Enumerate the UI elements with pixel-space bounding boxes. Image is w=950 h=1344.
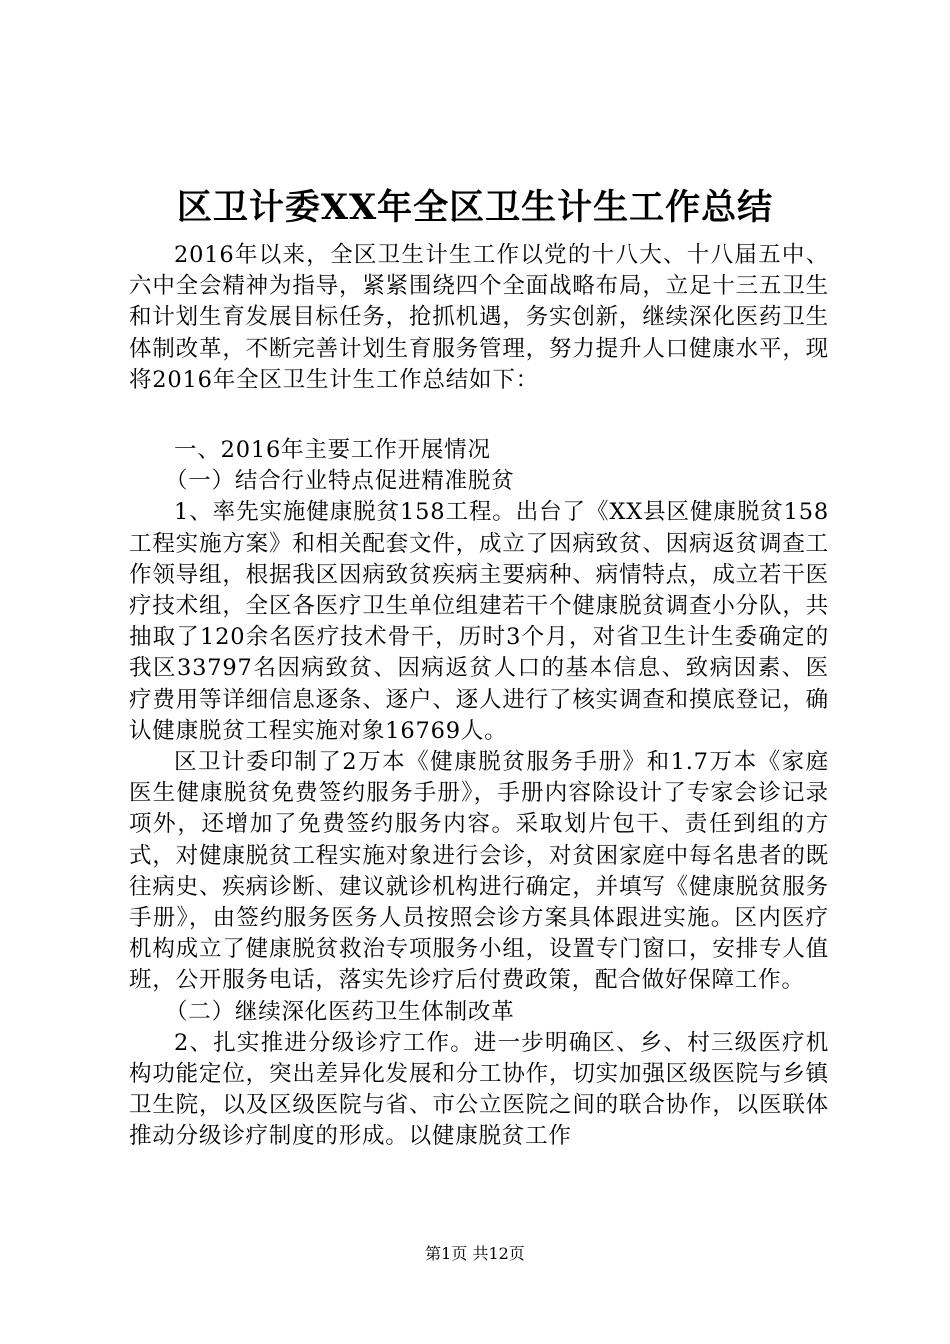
- body-paragraph: 区卫计委印制了2万本《健康脱贫服务手册》和1.7万本《家庭医生健康脱贫免费签约服务手册》，手册内容除设计了专家会诊记录项外，还增加了免费签约服务内容。采取划片包干、责任到组的方式，对健康脱贫工程实施对象进行会诊，对贫困家庭中每名患者的既往病史、疾病诊断、建议就诊机构进行确定，并填写《健康脱贫服务手册》，由签约服务医务人员按照会诊方案具体跟进实施。区内医疗机构成立了健康脱贫救治专项服务小组，设置专门窗口，安排专人值班，公开服务电话，落实先诊疗后付费政策，配合做好保障工作。: [129, 749, 829, 994]
- subsection-heading: （一）结合行业特点促进精准脱贫: [165, 468, 515, 495]
- body-paragraph: 1、率先实施健康脱贫158工程。出台了《XX县区健康脱贫158工程实施方案》和相关配套文件，成立了因病致贫、因病返贫调查工作领导组，根据我区因病致贫疾病主要病种、病情特点，成立若干医疗技术组，全区各医疗卫生单位组建若干个健康脱贫调查小分队，共抽取了120余名医疗技术骨干，历时3个月，对省卫生计生委确定的我区33797名因病致贫、因病返贫人口的基本信息、致病因素、医疗费用等详细信息逐条、逐户、逐人进行了核实调查和摸底登记，确认健康脱贫工程实施对象16769人。: [129, 499, 829, 744]
- page-number-footer: 第1页 共12页: [425, 1244, 525, 1263]
- document-body: [129, 240, 829, 1153]
- intro-paragraph: 2016年以来，全区卫生计生工作以党的十八大、十八届五中、六中全会精神为指导，紧紧围绕四个全面战略布局，立足十三五卫生和计划生育发展目标任务，抢抓机遇，务实创新，继续深化医药卫生体制改革，不断完善计划生育服务管理，努力提升人口健康水平，现将2016年全区卫生计生工作总结如下：: [129, 242, 829, 393]
- paragraph-gap: [129, 396, 829, 435]
- section-heading: 一、2016年主要工作开展情况: [174, 437, 491, 464]
- subsection-heading: （二）继续深化医药卫生体制改革: [165, 998, 515, 1025]
- document-title: 区卫计委XX年全区卫生计生工作总结: [176, 187, 774, 228]
- body-paragraph: 2、扎实推进分级诊疗工作。进一步明确区、乡、村三级医疗机构功能定位，突出差异化发展和分工协作，切实加强区级医院与乡镇卫生院，以及区级医院与省、市公立医院之间的联合协作，以医联体推动分级诊疗制度的形成。以健康脱贫工作: [129, 1029, 829, 1150]
